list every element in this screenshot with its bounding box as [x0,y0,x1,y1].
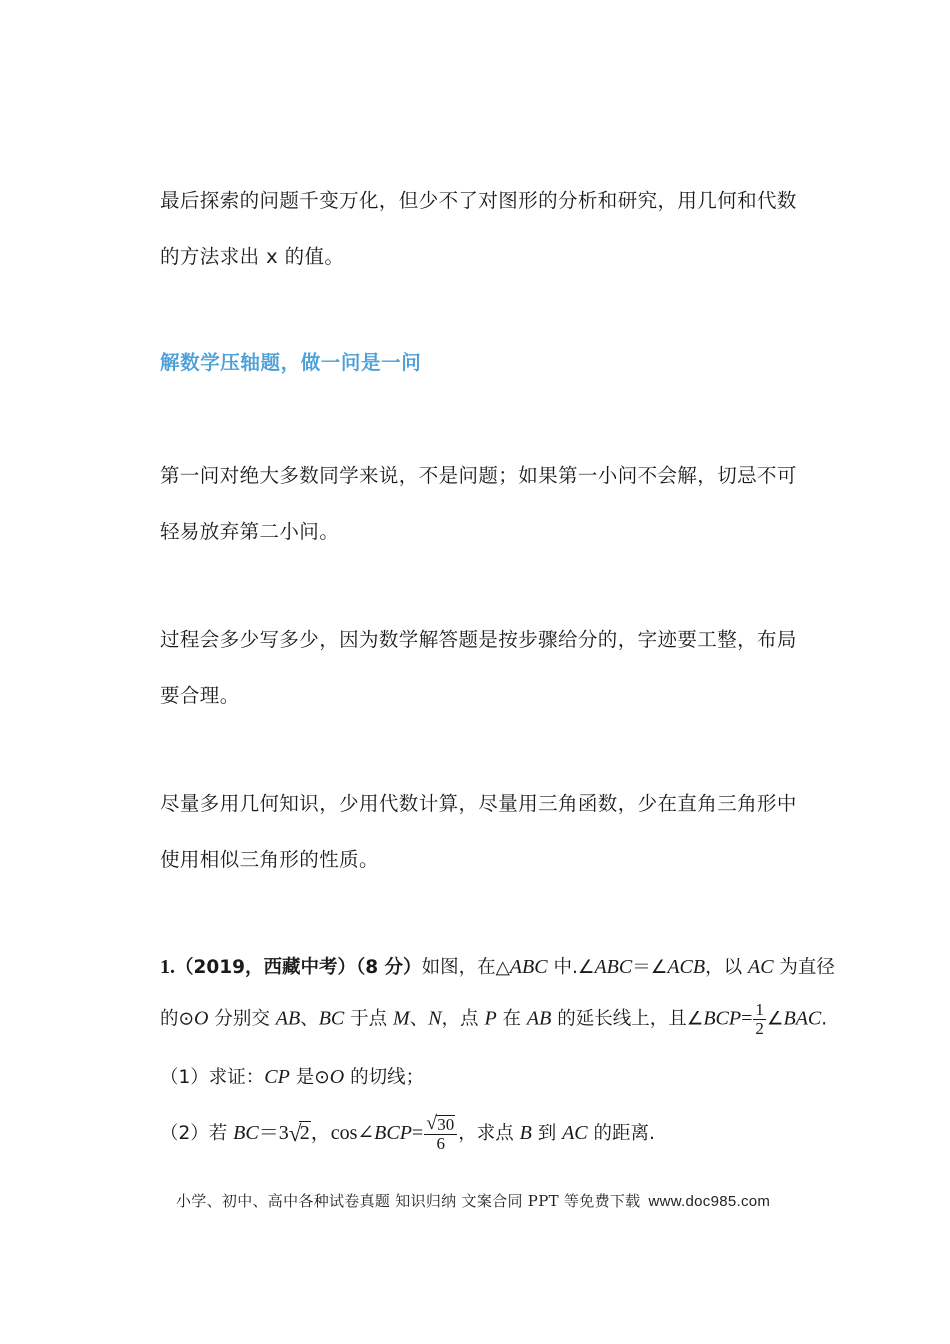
text: . [821,1008,828,1030]
text: 的距离. [587,1122,655,1144]
problem-question-1 [160,1063,424,1089]
math-var: BAC [783,1007,822,1030]
text: 的⊙ [160,1008,195,1030]
paragraph-line: 使用相似三角形的性质。 [160,848,379,871]
problem-line-2 [160,1001,827,1038]
page-footer [176,1190,770,1211]
text: = [741,1007,753,1030]
text: 到 [531,1122,563,1144]
paragraph-line: 第一问对绝大多数同学来说，不是问题；如果第一小问不会解，切忌不可 [160,464,797,487]
footer-text: 小学、初中、高中各种试卷真题 知识归纳 文案合同 PPT 等免费下载 [176,1192,641,1210]
fraction-denominator: 2 [755,1018,764,1038]
problem-line-1 [160,953,835,979]
text: ，cos∠ [310,1121,375,1144]
math-var: B [519,1121,532,1144]
math-var: O [194,1007,209,1030]
text: ∠ [766,1008,784,1030]
fraction-numerator [424,1115,457,1135]
math-var: AB [275,1007,301,1030]
math-var: AB [526,1007,552,1030]
text: ＝3 [258,1121,289,1144]
math-var: P [484,1007,497,1030]
section-heading: 解数学压轴题，做一问是一问 [160,351,422,374]
paragraph-line: 尽量多用几何知识，少用代数计算，尽量用三角函数，少在直角三角形中 [160,792,797,815]
problem-number: 1. [160,956,175,978]
radical-sign-icon: √ [288,1120,302,1146]
text: 如图，在△ [421,957,510,978]
math-var: ABC [509,956,548,978]
radicand: 2 [299,1121,310,1144]
text: （1）求证： [160,1067,265,1088]
math-var: BCP [703,1007,742,1030]
math-var: ACB [667,956,706,978]
text: 、 [300,1008,319,1030]
text: （2）若 [160,1122,234,1144]
fraction-sqrt30-over-6 [424,1115,457,1153]
math-var: BC [318,1007,345,1030]
math-var: BCP [374,1121,412,1144]
fraction-one-half [753,1001,766,1038]
math-var: O [329,1066,345,1088]
sqrt-two [289,1121,311,1145]
paragraph-line: 的方法求出 x 的值。 [160,245,345,268]
problem-question-2 [160,1115,655,1153]
math-var: CP [264,1066,290,1088]
text: 分别交 [208,1008,276,1030]
math-var: M [393,1007,410,1030]
text: 于点 [344,1008,394,1030]
text: ，点 [441,1008,485,1030]
text: 是⊙ [289,1067,330,1088]
text: 、 [409,1008,429,1030]
text: ，以 [705,957,748,978]
text: ，求点 [458,1122,520,1144]
paragraph-line: 最后探索的问题千变万化，但少不了对图形的分析和研究，用几何和代数 [160,189,797,212]
text: 为直径 [773,957,835,978]
text: 在 [496,1008,527,1030]
paragraph-line: 过程会多少写多少，因为数学解答题是按步骤给分的，字迹要工整，布局 [160,628,797,651]
math-var: N [428,1007,442,1030]
math-var: AC [562,1121,588,1144]
text: 的切线； [344,1067,425,1088]
text: = [411,1121,424,1144]
text: 的延长线上，且∠ [551,1008,704,1030]
math-var: BC [233,1121,259,1144]
paragraph-line: 轻易放弃第二小问。 [160,520,340,543]
paragraph-line: 要合理。 [160,684,240,707]
text: ＝∠ [632,957,668,978]
footer-url[interactable]: www.doc985.com [648,1193,771,1210]
radicand: 30 [437,1115,455,1134]
math-var: ABC [594,956,633,978]
math-var: AC [747,956,774,978]
fraction-numerator: 1 [755,1000,764,1019]
text: 中.∠ [547,957,595,978]
fraction-denominator: 6 [436,1133,445,1153]
radical-sign-icon: √ [426,1113,437,1135]
sqrt-thirty [426,1115,455,1134]
problem-source: （2019，西藏中考）（8 分） [175,957,422,978]
